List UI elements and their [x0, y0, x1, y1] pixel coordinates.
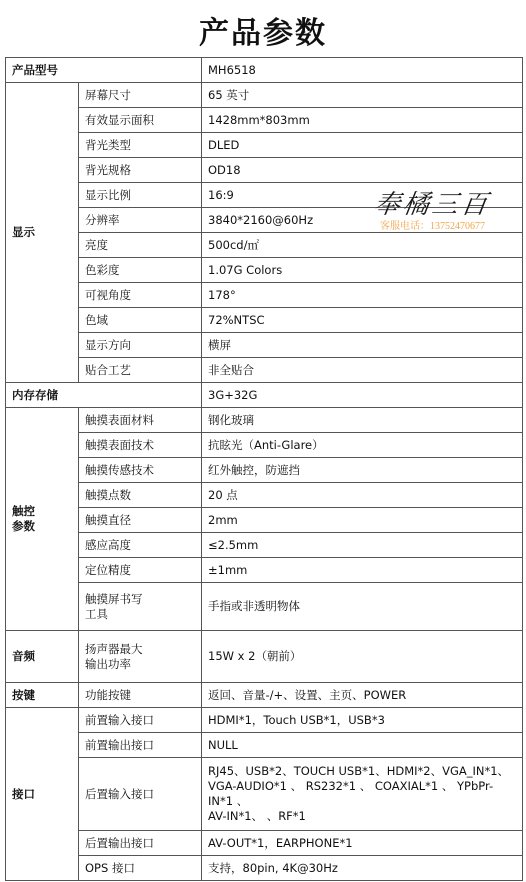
table-row: [6, 433, 523, 458]
spec-label: 触摸直径: [79, 508, 202, 533]
table-row: [6, 108, 523, 133]
spec-label: 屏幕尺寸: [79, 83, 202, 108]
spec-label: 触摸传感技术: [79, 458, 202, 483]
spec-value: 65 英寸: [202, 83, 523, 108]
table-row: [6, 508, 523, 533]
spec-value: 钢化玻璃: [202, 408, 523, 433]
watermark-phone: 客服电话：13752470677: [380, 221, 485, 232]
spec-label: 贴合工艺: [79, 358, 202, 383]
table-row: [6, 133, 523, 158]
spec-label: 触摸屏书写 工具: [79, 583, 202, 631]
category-touch: 触控 参数: [6, 408, 79, 631]
spec-label: 前置输入接口: [79, 708, 202, 733]
spec-label: 触摸表面材料: [79, 408, 202, 433]
table-row: [6, 208, 523, 233]
spec-value: 横屏: [202, 333, 523, 358]
spec-label: 显示方向: [79, 333, 202, 358]
category-memory: 内存存储: [6, 383, 202, 408]
table-row: [6, 158, 523, 183]
table-row: [6, 308, 523, 333]
table-row: [6, 583, 523, 631]
spec-label: 分辨率: [79, 208, 202, 233]
category-display: 显示: [6, 83, 79, 383]
spec-value: 红外触控，防遮挡: [202, 458, 523, 483]
spec-value: 1.07G Colors: [202, 258, 523, 283]
spec-label: 亮度: [79, 233, 202, 258]
spec-value: AV-OUT*1，EARPHONE*1: [202, 831, 523, 856]
table-row: [6, 758, 523, 831]
table-row: [6, 558, 523, 583]
table-row: [6, 683, 523, 708]
table-row: [6, 358, 523, 383]
spec-label: 背光规格: [79, 158, 202, 183]
spec-label: 色域: [79, 308, 202, 333]
page-title: 产品参数: [199, 16, 327, 51]
spec-label: 定位精度: [79, 558, 202, 583]
table-row: [6, 333, 523, 358]
table-row: [6, 83, 523, 108]
spec-value: 15W x 2（朝前）: [202, 631, 523, 683]
spec-table: [5, 57, 523, 881]
watermark-signature: 奉橘三百: [371, 190, 493, 220]
spec-value: 72%NTSC: [202, 308, 523, 333]
spec-value: 500cd/㎡: [202, 233, 523, 258]
spec-value: 返回、音量-/+、设置、主页、POWER: [202, 683, 523, 708]
spec-label: OPS 接口: [79, 856, 202, 881]
spec-label: 后置输出接口: [79, 831, 202, 856]
spec-label: 功能按键: [79, 683, 202, 708]
category-model: 产品型号: [6, 58, 202, 83]
model-value: MH6518: [202, 58, 523, 83]
spec-value: OD18: [202, 158, 523, 183]
table-row: [6, 233, 523, 258]
table-row: [6, 283, 523, 308]
table-row: [6, 708, 523, 733]
spec-value: NULL: [202, 733, 523, 758]
spec-label: 背光类型: [79, 133, 202, 158]
spec-value: 支持，80pin, 4K@30Hz: [202, 856, 523, 881]
spec-value: HDMI*1，Touch USB*1，USB*3: [202, 708, 523, 733]
table-row: [6, 408, 523, 433]
spec-value: 手指或非透明物体: [202, 583, 523, 631]
table-row: [6, 831, 523, 856]
spec-label: 扬声器最大 输出功率: [79, 631, 202, 683]
spec-value: 非全贴合: [202, 358, 523, 383]
table-row: [6, 258, 523, 283]
spec-label: 后置输入接口: [79, 758, 202, 831]
category-keys: 按键: [6, 683, 79, 708]
spec-value: 3840*2160@60Hz: [202, 208, 523, 233]
table-row: [6, 458, 523, 483]
spec-label: 色彩度: [79, 258, 202, 283]
spec-label: 显示比例: [79, 183, 202, 208]
spec-value: 178°: [202, 283, 523, 308]
spec-label: 触摸表面技术: [79, 433, 202, 458]
category-ports: 接口: [6, 708, 79, 881]
spec-value: ±1mm: [202, 558, 523, 583]
spec-value: ≤2.5mm: [202, 533, 523, 558]
spec-label: 触摸点数: [79, 483, 202, 508]
table-row: [6, 483, 523, 508]
table-row: [6, 733, 523, 758]
table-row: [6, 631, 523, 683]
spec-value: 1428mm*803mm: [202, 108, 523, 133]
spec-label: 可视角度: [79, 283, 202, 308]
table-row: [6, 383, 523, 408]
spec-label: 前置输出接口: [79, 733, 202, 758]
spec-value: DLED: [202, 133, 523, 158]
spec-value: RJ45、USB*2、TOUCH USB*1、HDMI*2、VGA_IN*1、 VGA-AUDIO*1 、 RS232*1 、 COAXIAL*1 、 YPbPr-IN*1 、 AV-IN*1、 、RF*1: [202, 758, 523, 831]
spec-value: 16:9: [202, 183, 523, 208]
table-row: [6, 533, 523, 558]
spec-value: 抗眩光（Anti-Glare）: [202, 433, 523, 458]
memory-value: 3G+32G: [202, 383, 523, 408]
spec-value: 20 点: [202, 483, 523, 508]
table-row: [6, 58, 523, 83]
table-row: [6, 856, 523, 881]
spec-label: 有效显示面积: [79, 108, 202, 133]
category-audio: 音频: [6, 631, 79, 683]
spec-label: 感应高度: [79, 533, 202, 558]
table-row: [6, 183, 523, 208]
spec-value: 2mm: [202, 508, 523, 533]
